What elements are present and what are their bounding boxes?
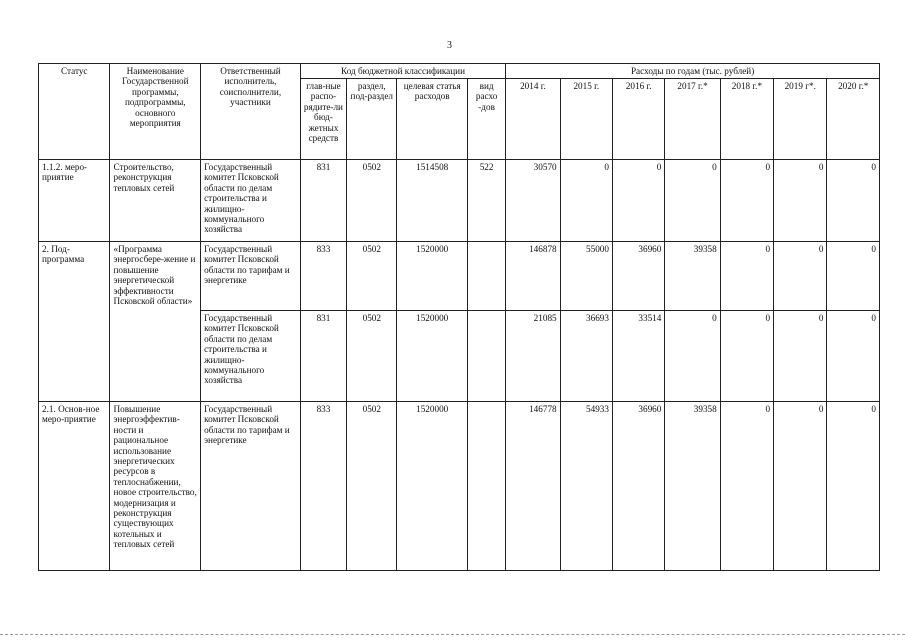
row-year-value: 0 bbox=[827, 160, 880, 242]
row-target-item: 1520000 bbox=[397, 311, 467, 402]
row-year-value: 0 bbox=[774, 242, 827, 311]
row-year-value: 39358 bbox=[665, 402, 720, 571]
header-row-top bbox=[39, 64, 880, 79]
header-expenses: Расходы по годам (тыс. рублей) bbox=[506, 64, 880, 79]
header-year: 2016 г. bbox=[612, 79, 664, 160]
row-year-value: 33514 bbox=[612, 311, 664, 402]
row-year-value: 0 bbox=[720, 242, 773, 311]
row-year-value: 21085 bbox=[506, 311, 560, 402]
row-section: 0502 bbox=[347, 242, 397, 311]
row-year-value: 0 bbox=[774, 311, 827, 402]
row-year-value: 0 bbox=[665, 311, 720, 402]
row-year-value: 0 bbox=[827, 311, 880, 402]
row-section: 0502 bbox=[347, 311, 397, 402]
header-year: 2019 г*. bbox=[774, 79, 827, 160]
row-section: 0502 bbox=[347, 402, 397, 571]
row-year-value: 146778 bbox=[506, 402, 560, 571]
row-name: «Программа энергосбере-жение и повышение энергетической эффективности Псковской области» bbox=[110, 242, 201, 402]
row-target-item: 1514508 bbox=[397, 160, 467, 242]
row-main-manager: 831 bbox=[300, 160, 346, 242]
header-year: 2020 г.* bbox=[827, 79, 880, 160]
row-target-item: 1520000 bbox=[397, 402, 467, 571]
row-target-item: 1520000 bbox=[397, 242, 467, 311]
row-expense-type bbox=[467, 242, 505, 311]
row-year-value: 54933 bbox=[560, 402, 612, 571]
budget-table bbox=[38, 63, 880, 571]
row-expense-type bbox=[467, 311, 505, 402]
row-status: 2.1. Основ-ное меро-приятие bbox=[39, 402, 110, 571]
row-year-value: 0 bbox=[774, 402, 827, 571]
row-executor: Государственный комитет Псковской области по тарифам и энергетике bbox=[201, 402, 301, 571]
table-row bbox=[39, 160, 880, 242]
header-expense-type: вид расхо -дов bbox=[467, 79, 505, 160]
row-main-manager: 831 bbox=[300, 311, 346, 402]
table-row bbox=[39, 402, 880, 571]
row-executor: Государственный комитет Псковской области по тарифам и энергетике bbox=[201, 242, 301, 311]
row-name: Строительство, реконструкция тепловых сетей bbox=[110, 160, 201, 242]
row-year-value: 36960 bbox=[612, 242, 664, 311]
header-executor: Ответственный исполнитель, соисполнители, участники bbox=[201, 64, 301, 160]
header-name: Наименование Государственной программы, подпрограммы, основного мероприятия bbox=[110, 64, 201, 160]
row-main-manager: 833 bbox=[300, 402, 346, 571]
table-row bbox=[39, 242, 880, 311]
row-main-manager: 833 bbox=[300, 242, 346, 311]
row-year-value: 146878 bbox=[506, 242, 560, 311]
row-year-value: 0 bbox=[774, 160, 827, 242]
header-budget-code: Код бюджетной классификации bbox=[300, 64, 505, 79]
row-year-value: 30570 bbox=[506, 160, 560, 242]
row-year-value: 0 bbox=[720, 160, 773, 242]
header-status: Статус bbox=[39, 64, 110, 160]
page-number: 3 bbox=[447, 40, 452, 51]
row-year-value: 0 bbox=[827, 402, 880, 571]
row-year-value: 0 bbox=[720, 311, 773, 402]
row-year-value: 0 bbox=[560, 160, 612, 242]
row-year-value: 0 bbox=[665, 160, 720, 242]
row-year-value: 0 bbox=[827, 242, 880, 311]
header-year: 2015 г. bbox=[560, 79, 612, 160]
row-year-value: 36960 bbox=[612, 402, 664, 571]
row-executor: Государственный комитет Псковской области по делам строительства и жилищно-коммунального хозяйства bbox=[201, 311, 301, 402]
header-year: 2014 г. bbox=[506, 79, 560, 160]
row-status: 2. Под-программа bbox=[39, 242, 110, 402]
header-main-manager: глав-ные распо-рядите-ли бюд-жетных средств bbox=[300, 79, 346, 160]
header-year: 2017 г.* bbox=[665, 79, 720, 160]
row-status: 1.1.2. меро-приятие bbox=[39, 160, 110, 242]
header-target-item: целевая статья расходов bbox=[397, 79, 467, 160]
row-name: Повышение энергоэффектив-ности и рациональное использование энергетических ресурсов в теплоснабжении, новое строительство, модернизация и реконструкция существующих котельных и тепловых сетей bbox=[110, 402, 201, 571]
page-bottom-rule bbox=[0, 634, 905, 636]
row-year-value: 55000 bbox=[560, 242, 612, 311]
row-year-value: 36693 bbox=[560, 311, 612, 402]
row-year-value: 0 bbox=[720, 402, 773, 571]
row-expense-type: 522 bbox=[467, 160, 505, 242]
row-executor: Государственный комитет Псковской области по делам строительства и жилищно-коммунального хозяйства bbox=[201, 160, 301, 242]
row-year-value: 0 bbox=[612, 160, 664, 242]
row-expense-type bbox=[467, 402, 505, 571]
header-year: 2018 г.* bbox=[720, 79, 773, 160]
row-section: 0502 bbox=[347, 160, 397, 242]
header-section: раздел, под-раздел bbox=[347, 79, 397, 160]
row-year-value: 39358 bbox=[665, 242, 720, 311]
